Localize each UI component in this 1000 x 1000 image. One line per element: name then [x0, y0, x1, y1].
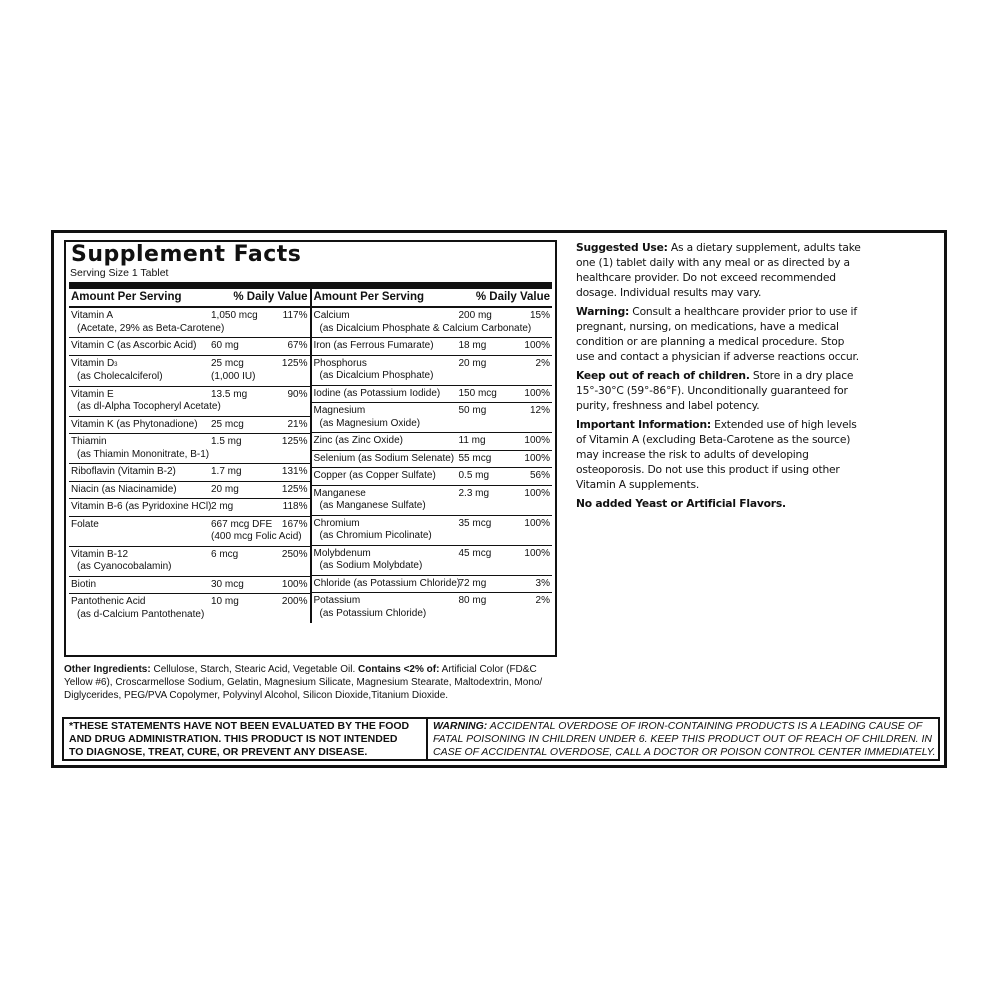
nutrient-amount: 72 mg [458, 577, 487, 589]
nutrient-daily-value: 125% [281, 436, 308, 447]
nutrient-amount: 1,050 mcg [211, 310, 258, 321]
nutrient-source: (as Chromium Picolinate) [319, 530, 432, 541]
nutrient-amount: 80 mg [458, 595, 487, 606]
nutrient-amount: 11 mg [458, 435, 486, 446]
warning-text: Consult a healthcare provider prior to use if pregnant, nursing, on medications, have a medical condition or are planning a medical procedure. Stop use and contact a physician if adverse reactions occur. [576, 305, 859, 363]
nutrient-column-left [69, 289, 312, 623]
header-amount: Amount Per Serving [313, 291, 425, 303]
nutrient-row [69, 356, 310, 387]
supplement-label-panel [51, 230, 947, 768]
nutrient-name: Thiamin [71, 436, 107, 447]
warning-label: Warning: [576, 305, 630, 318]
nutrient-daily-value: 250% [281, 548, 308, 560]
nutrient-amount: 45 mcg [458, 547, 492, 559]
important-text: Extended use of high levels of Vitamin A (excluding Beta-Carotene as the source) may increase the risk to adults of developing osteoporosis. Do not use this product if using other Vitamin A supplements. [576, 418, 857, 491]
nutrient-amount-alt: (400 mcg Folic Acid) [211, 531, 302, 542]
nutrient-name: Pantothenic Acid [71, 596, 146, 607]
nutrient-name: Vitamin B-12 [71, 548, 129, 560]
nutrient-row [312, 486, 553, 516]
nutrient-amount: 667 mcg DFE [211, 518, 273, 530]
nutrient-row [312, 576, 553, 594]
nutrient-source: (as Magnesium Oxide) [319, 417, 421, 429]
nutrient-row [69, 482, 310, 500]
nutrient-daily-value: 131% [281, 466, 308, 477]
nutrient-source: (as Thiamin Mononitrate, B-1) [77, 448, 210, 460]
nutrient-daily-value: 200% [281, 596, 308, 607]
nutrient-name: Chloride (as Potassium Chloride) [313, 577, 461, 589]
nutrient-amount: 10 mg [211, 596, 239, 607]
nutrient-amount: 0.5 mg [458, 470, 490, 481]
contains-text: Artificial Color (FD&C Yellow #6), Croscarmellose Sodium, Gelatin, Magnesium Silicate, Magnesium Stearate, Maltodextrin, Mono/ Diglycerides, PEG/PVA Copolymer, Polyvinyl Alcohol, Silicon Dioxide,Titanium Dioxide. [64, 664, 543, 701]
header-daily-value: % Daily Value [475, 291, 550, 303]
nutrient-amount: 55 mcg [458, 452, 492, 464]
nutrient-name: Selenium (as Sodium Selenate) [313, 452, 455, 464]
nutrient-daily-value: 117% [282, 310, 308, 321]
nutrient-name: Vitamin A [71, 310, 114, 321]
fda-statement [64, 719, 428, 759]
iron-warning-line: CASE OF ACCIDENTAL OVERDOSE, CALL A DOCTOR OR POISON CONTROL CENTER IMMEDIATELY. [433, 746, 936, 758]
nutrient-source: (as Dicalcium Phosphate) [319, 370, 434, 381]
nutrient-row [69, 417, 310, 435]
nutrient-row [312, 403, 553, 433]
supplement-facts-box [64, 240, 557, 657]
keep-out-text: Store in a dry place 15°-30°C (59°-86°F). Unconditionally guaranteed for purity, freshness and label potency. [576, 369, 854, 412]
nutrient-source: (as d-Calcium Pantothenate) [77, 608, 205, 620]
nutrient-daily-value: 15% [529, 310, 550, 321]
nutrient-row [69, 387, 310, 417]
iron-warning [428, 719, 938, 759]
nutrient-row [312, 593, 553, 622]
other-ingredients [64, 663, 554, 702]
nutrient-daily-value: 100% [524, 517, 550, 529]
nutrient-row [312, 433, 553, 451]
nutrient-source: (as Dicalcium Phosphate & Calcium Carbonate) [319, 322, 532, 334]
nutrient-name: Calcium [313, 310, 350, 321]
nutrient-amount: 60 mg [211, 340, 239, 351]
nutrient-amount-alt: (1,000 IU) [211, 371, 256, 382]
nutrient-row [312, 516, 553, 546]
nutrient-amount: 35 mcg [458, 517, 492, 529]
no-added-statement [576, 496, 864, 511]
nutrient-daily-value: 21% [287, 418, 308, 430]
suggested-use-text: As a dietary supplement, adults take one (1) tablet daily with any meal or as directed by a healthcare provider. Do not exceed recommended dosage. Individual results may vary. [576, 241, 861, 299]
nutrient-row [312, 546, 553, 576]
nutrient-name: Magnesium [313, 405, 366, 416]
nutrient-daily-value: 100% [524, 452, 550, 464]
nutrient-amount: 2.3 mg [458, 487, 490, 499]
nutrient-daily-value: 118% [282, 501, 308, 512]
nutrient-daily-value: 2% [535, 595, 550, 606]
nutrient-source: (as Manganese Sulfate) [319, 500, 426, 511]
important-label: Important Information: [576, 418, 711, 431]
directions-panel [576, 240, 864, 515]
nutrient-amount: 2 mg [211, 501, 234, 512]
nutrient-name: Niacin (as Niacinamide) [71, 483, 177, 495]
nutrient-amount: 30 mcg [211, 578, 244, 590]
nutrient-amount: 25 mcg [211, 357, 244, 369]
nutrient-amount: 6 mcg [211, 548, 239, 560]
suggested-use [576, 240, 864, 300]
nutrient-row [69, 308, 310, 338]
nutrient-source: (as Potassium Chloride) [319, 607, 427, 619]
nutrient-daily-value: 100% [524, 435, 550, 446]
nutrient-amount: 150 mcg [458, 387, 497, 399]
nutrient-name: Vitamin C (as Ascorbic Acid) [71, 340, 197, 351]
nutrient-daily-value: 56% [529, 470, 550, 481]
nutrient-rows-right [312, 308, 553, 622]
nutrient-daily-value: 100% [524, 387, 550, 399]
nutrient-row [69, 577, 310, 595]
nutrient-amount: 18 mg [458, 340, 487, 351]
nutrient-name: Phosphorus [313, 357, 367, 369]
nutrient-daily-value: 100% [281, 578, 308, 590]
nutrient-row [69, 517, 310, 547]
fda-line: AND DRUG ADMINISTRATION. THIS PRODUCT IS NOT INTENDED [69, 733, 398, 745]
nutrient-row [69, 499, 310, 517]
fda-line: TO DIAGNOSE, TREAT, CURE, OR PREVENT ANY DISEASE. [69, 746, 368, 758]
contains-label: Contains <2% of: [358, 664, 440, 675]
nutrient-row [69, 434, 310, 464]
header-amount: Amount Per Serving [71, 291, 182, 303]
fda-line: *THESE STATEMENTS HAVE NOT BEEN EVALUATED BY THE FOOD [69, 720, 410, 732]
nutrient-row [69, 338, 310, 356]
nutrient-name: Vitamin B-6 (as Pyridoxine HCl) [71, 501, 212, 512]
nutrient-daily-value: 2% [535, 357, 550, 369]
serving-size: Serving Size 1 Tablet [70, 267, 169, 279]
nutrient-amount: 20 mg [458, 357, 487, 369]
nutrient-source: (as Sodium Molybdate) [319, 560, 423, 571]
nutrient-daily-value: 100% [524, 340, 550, 351]
nutrient-row [312, 451, 553, 469]
nutrient-daily-value: 90% [287, 388, 308, 400]
nutrient-daily-value: 67% [287, 340, 308, 351]
nutrient-daily-value: 125% [281, 483, 308, 495]
nutrient-amount: 1.5 mg [211, 436, 242, 447]
nutrient-name: Copper (as Copper Sulfate) [313, 470, 436, 481]
nutrient-name: Vitamin D3 [71, 357, 118, 369]
nutrient-daily-value: 12% [529, 405, 550, 416]
nutrient-row [312, 356, 553, 386]
suggested-use-label: Suggested Use: [576, 241, 668, 254]
nutrient-amount: 20 mg [211, 483, 239, 495]
nutrient-name: Vitamin E [71, 388, 114, 400]
keep-out-of-reach [576, 368, 864, 413]
important-information [576, 417, 864, 492]
nutrient-name: Chromium [313, 517, 360, 529]
thick-divider [69, 282, 552, 289]
nutrient-amount: 200 mg [458, 310, 492, 321]
nutrient-name: Manganese [313, 487, 366, 499]
keep-out-label: Keep out of reach of children. [576, 369, 750, 382]
nutrient-source: (as dl-Alpha Tocopheryl Acetate) [77, 401, 221, 412]
column-header-left [69, 289, 310, 308]
nutrient-name: Iron (as Ferrous Fumarate) [313, 340, 434, 351]
nutrient-name: Folate [71, 518, 99, 530]
nutrient-amount: 25 mcg [211, 418, 244, 430]
facts-title: Supplement Facts [71, 242, 302, 267]
nutrient-source: (as Cyanocobalamin) [77, 561, 172, 572]
header-daily-value: % Daily Value [233, 291, 308, 303]
nutrient-rows-left [69, 308, 310, 623]
nutrient-row [312, 386, 553, 404]
nutrient-name: Biotin [71, 578, 97, 590]
nutrient-amount: 13.5 mg [211, 388, 248, 400]
nutrient-row [69, 464, 310, 482]
nutrient-source: (Acetate, 29% as Beta-Carotene) [77, 322, 225, 334]
disclaimer-box [62, 717, 940, 761]
nutrient-row [69, 594, 310, 623]
nutrient-row [312, 338, 553, 356]
nutrient-amount: 1.7 mg [211, 466, 242, 477]
nutrient-columns [69, 289, 552, 623]
other-ingredients-label: Other Ingredients: [64, 664, 151, 675]
nutrient-source: (as Cholecalciferol) [77, 371, 163, 382]
nutrient-daily-value: 100% [524, 547, 550, 559]
nutrient-amount: 50 mg [458, 405, 487, 416]
nutrient-row [312, 468, 553, 486]
nutrient-row [69, 547, 310, 577]
nutrient-name: Iodine (as Potassium Iodide) [313, 387, 441, 399]
iron-warning-line: ACCIDENTAL OVERDOSE OF IRON-CONTAINING PRODUCTS IS A LEADING CAUSE OF [487, 720, 923, 732]
nutrient-row [312, 308, 553, 338]
nutrient-name-subscript: 3 [114, 361, 118, 368]
nutrient-name: Vitamin K (as Phytonadione) [71, 418, 198, 430]
nutrient-daily-value: 100% [524, 487, 550, 499]
iron-warning-label: WARNING: [433, 720, 488, 732]
nutrient-name: Zinc (as Zinc Oxide) [313, 435, 403, 446]
nutrient-name: Potassium [313, 595, 361, 606]
nutrient-daily-value: 3% [535, 577, 550, 589]
iron-warning-line: FATAL POISONING IN CHILDREN UNDER 6. KEEP THIS PRODUCT OUT OF REACH OF CHILDREN. IN [433, 733, 933, 745]
other-ingredients-text: Cellulose, Starch, Stearic Acid, Vegetable Oil. [150, 664, 359, 675]
warning [576, 304, 864, 364]
nutrient-daily-value: 167% [281, 518, 308, 530]
nutrient-name: Molybdenum [313, 547, 371, 559]
nutrient-column-right [312, 289, 553, 623]
column-header-right [312, 289, 553, 308]
nutrient-name: Riboflavin (Vitamin B-2) [71, 466, 176, 477]
no-added-text: No added Yeast or Artificial Flavors. [576, 497, 786, 510]
nutrient-daily-value: 125% [281, 357, 308, 369]
